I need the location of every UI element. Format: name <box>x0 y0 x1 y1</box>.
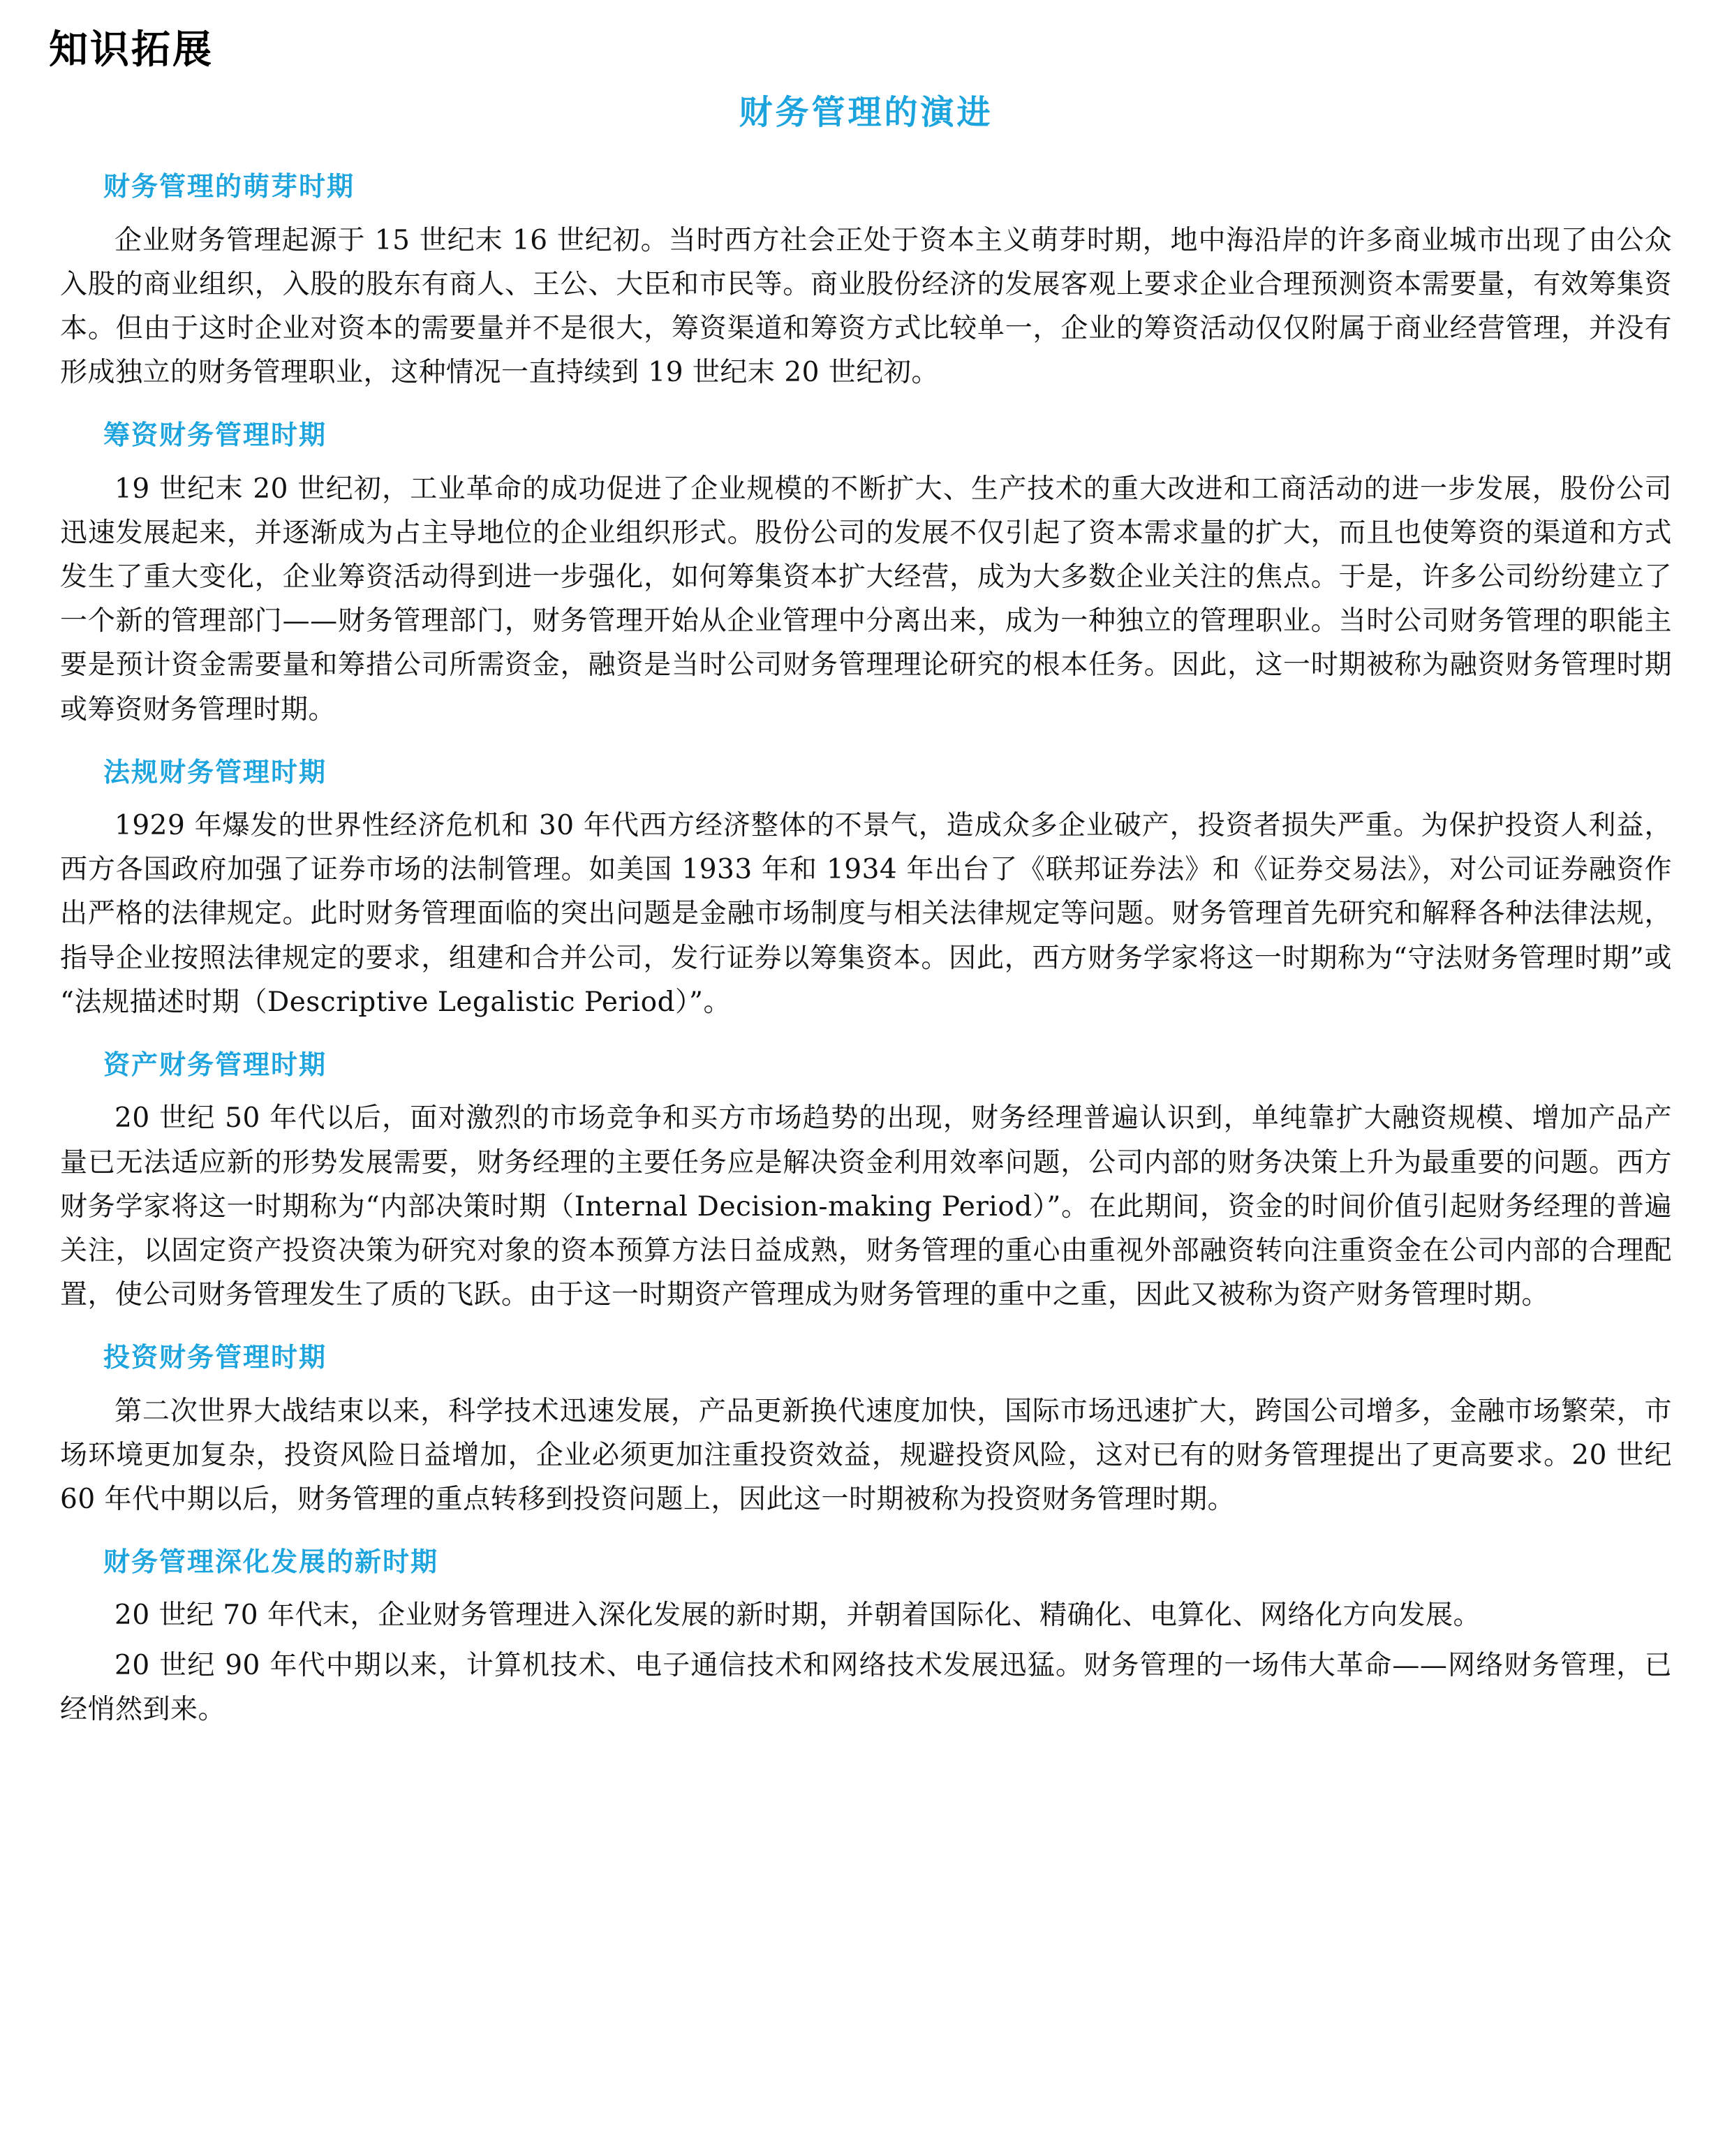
section-heading: 财务管理深化发展的新时期 <box>103 1546 439 1578</box>
section-paragraph: 19 世纪末 20 世纪初，工业革命的成功促进了企业规模的不断扩大、生产技术的重大改进和工商活动的进一步发展，股份公司迅速发展起来，并逐渐成为占主导地位的企业组织形式。股份公司的发展不仅引起了资本需求量的扩大，而且也使筹资的渠道和方式发生了重大变化，企业筹资活动得到进一步强化，如何筹集资本扩大经营，成为大多数企业关注的焦点。于是，许多公司纷纷建立了一个新的管理部门——财务管理部门，财务管理开始从企业管理中分离出来，成为一种独立的管理职业。当时公司财务管理的职能主要是预计资金需要量和筹措公司所需资金，融资是当时公司财务管理理论研究的根本任务。因此，这一时期被称为融资财务管理时期或筹资财务管理时期。 <box>60 473 1672 725</box>
section-paragraph: 第二次世界大战结束以来，科学技术迅速发展，产品更新换代速度加快，国际市场迅速扩大，跨国公司增多，金融市场繁荣，市场环境更加复杂，投资风险日益增加，企业必须更加注重投资效益，规避投资风险，这对已有的财务管理提出了更高要求。20 世纪 60 年代中期以后，财务管理的重点转移到投资问题上，因此这一时期被称为投资财务管理时期。 <box>60 1395 1672 1515</box>
section-heading: 财务管理的萌芽时期 <box>103 171 355 202</box>
page-title: 财务管理的演进 <box>739 93 993 133</box>
section-paragraph: 20 世纪 70 年代末，企业财务管理进入深化发展的新时期，并朝着国际化、精确化、电算化、网络化方向发展。 <box>114 1600 1481 1632</box>
section-heading: 法规财务管理时期 <box>103 756 327 788</box>
section-investment-period <box>42 1341 1690 1521</box>
section-paragraph: 企业财务管理起源于 15 世纪末 16 世纪初。当时西方社会正处于资本主义萌芽时期，地中海沿岸的许多商业城市出现了由公众入股的商业组织，入股的股东有商人、王公、大臣和市民等。商业股份经济的发展客观上要求企业合理预测资本需要量，有效筹集资本。但由于这时企业对资本的需要量并不是很大，筹资渠道和筹资方式比较单一，企业的筹资活动仅仅附属于商业经营管理，并没有形成独立的财务管理职业，这种情况一直持续到 19 世纪末 20 世纪初。 <box>60 224 1672 389</box>
section-heading: 筹资财务管理时期 <box>103 420 327 451</box>
section-new-deepening-period <box>42 1545 1690 1732</box>
section-budding-period <box>42 170 1690 394</box>
page-header-label: 知识拓展 <box>49 27 214 73</box>
section-asset-period <box>42 1048 1690 1317</box>
section-financing-period <box>42 418 1690 731</box>
section-paragraph: 20 世纪 90 年代中期以来，计算机技术、电子通信技术和网络技术发展迅猛。财务管理的一场伟大革命——网络财务管理，已经悄然到来。 <box>60 1649 1672 1725</box>
section-paragraph: 1929 年爆发的世界性经济危机和 30 年代西方经济整体的不景气，造成众多企业破产，投资者损失严重。为保护投资人利益，西方各国政府加强了证券市场的法制管理。如美国 1933 年和 1934 年出台了《联邦证券法》和《证券交易法》，对公司证券融资作出严格的法律规定。此时财务管理面临的突出问题是金融市场制度与相关法律规定等问题。财务管理首先研究和解释各种法律法规，指导企业按照法律规定的要求，组建和合并公司，发行证券以筹集资本。因此，西方财务学家将这一时期称为“守法财务管理时期”或“法规描述时期（Descriptive Legalistic Period）”。 <box>60 810 1672 1018</box>
section-heading: 资产财务管理时期 <box>103 1049 327 1080</box>
section-paragraph: 20 世纪 50 年代以后，面对激烈的市场竞争和买方市场趋势的出现，财务经理普遍认识到，单纯靠扩大融资规模、增加产品产量已无法适应新的形势发展需要，财务经理的主要任务应是解决资金利用效率问题，公司内部的财务决策上升为最重要的问题。西方财务学家将这一时期称为“内部决策时期（Internal Decision-making Period）”。在此期间，资金的时间价值引起财务经理的普遍关注，以固定资产投资决策为研究对象的资本预算方法日益成熟，财务管理的重心由重视外部融资转向注重资金在公司内部的合理配置，使公司财务管理发生了质的飞跃。由于这一时期资产管理成为财务管理的重中之重，因此又被称为资产财务管理时期。 <box>60 1102 1672 1311</box>
section-regulatory-period <box>42 755 1690 1024</box>
section-heading: 投资财务管理时期 <box>103 1342 327 1373</box>
